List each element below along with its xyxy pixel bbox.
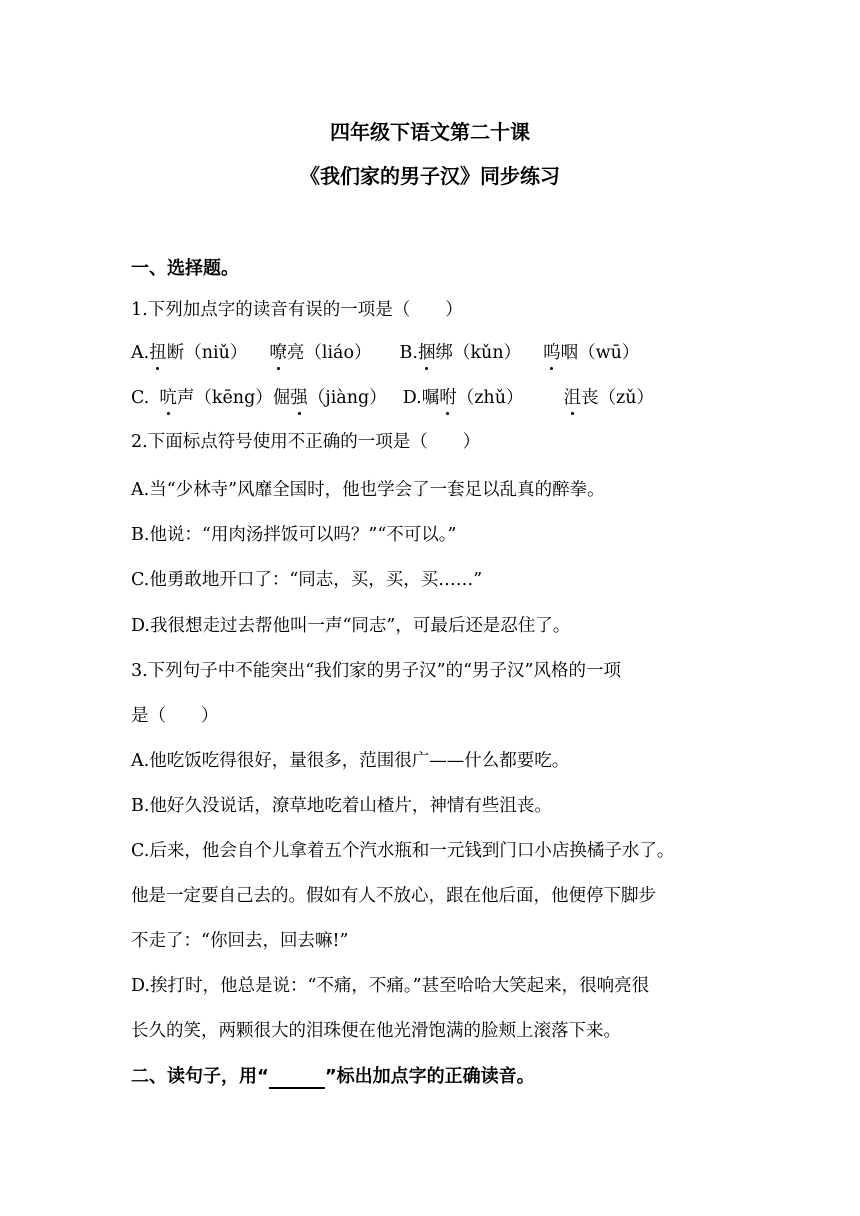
answer-underline-blank — [269, 1066, 325, 1089]
q1-d1-text: （zhǔ） — [456, 388, 524, 408]
q1-a2-text: 亮（liáo） — [286, 343, 372, 363]
q1-a2-dotted-char: 嘹 — [269, 339, 287, 364]
q1-d2-text: 丧（zǔ） — [580, 388, 654, 408]
q1-c1-dotted-char: 吭 — [159, 384, 177, 409]
q3-option-d-line-2: 长久的笑，两颗很大的泪珠便在他光滑饱满的脸颊上滚落下来。 — [131, 1021, 621, 1041]
q3-option-d-line-1: D.挨打时，他总是说：“不痛，不痛。”甚至哈哈大笑起来，很响亮很 — [131, 976, 650, 996]
section-1-heading: 一、选择题。 — [131, 258, 239, 279]
q1-a1-text: 断（niǔ） — [166, 343, 248, 363]
page-subtitle: 《我们家的男子汉》同步练习 — [300, 164, 560, 188]
section-2-heading-end: ”标出加点字的正确读音。 — [324, 1066, 535, 1087]
q1-d1-dotted-char: 咐 — [439, 384, 457, 409]
q1-stem: 1.下列加点字的读音有误的一项是（ ） — [131, 300, 463, 320]
q3-option-c-line-2: 他是一定要自己去的。假如有人不放心，跟在他后面，他便停下脚步 — [131, 886, 656, 906]
q1-a1-dotted-char: 扭 — [149, 339, 167, 364]
q2-option-c: C.他勇敢地开口了：“同志，买，买，买……” — [131, 570, 483, 590]
q1-option-c-prefix: C. — [131, 388, 150, 408]
section-2-heading-start: 二、读句子，用“ — [131, 1066, 269, 1087]
q2-option-b: B.他说：“用肉汤拌饭可以吗？”“不可以。” — [131, 525, 457, 545]
q1-options-ab — [131, 339, 639, 364]
page-title: 四年级下语文第二十课 — [330, 120, 530, 144]
q1-option-b-prefix: B. — [399, 343, 418, 363]
q1-options-cd — [131, 384, 654, 409]
q3-option-c-line-3: 不走了：“你回去，回去嘛!” — [131, 931, 349, 951]
q1-b2-dotted-char: 呜 — [543, 339, 561, 364]
q1-option-a-prefix: A. — [131, 343, 150, 363]
q1-d1-char: 嘱 — [421, 388, 440, 408]
q3-option-b: B.他好久没说话，潦草地吃着山楂片，神情有些沮丧。 — [131, 796, 552, 816]
q1-b1-text: 绑（kǔn） — [435, 343, 522, 363]
q3-option-a: A.他吃饭吃得很好，量很多，范围很广——什么都要吃。 — [131, 751, 570, 771]
q1-c2-dotted-char: 强 — [290, 384, 308, 409]
q2-option-d: D.我很想走过去帮他叫一声“同志”，可最后还是忍住了。 — [131, 616, 571, 636]
q2-option-a: A.当“少林寺”风靡全国时，他也学会了一套足以乱真的醉拳。 — [131, 480, 605, 500]
q1-b2-text: 咽（wū） — [560, 343, 640, 363]
section-2-heading — [131, 1062, 535, 1089]
q1-c2-char: 倔 — [272, 388, 291, 408]
q3-stem-line-2: 是（ ） — [131, 706, 219, 726]
q3-option-c-line-1: C.后来，他会自个儿拿着五个汽水瓶和一元钱到门口小店换橘子水了。 — [131, 841, 675, 861]
q1-d2-dotted-char: 沮 — [563, 384, 581, 409]
q1-c1-text: 声（kēng） — [176, 388, 273, 408]
q1-option-d-prefix: D. — [402, 388, 422, 408]
q1-c2-text: （jiàng） — [307, 388, 387, 408]
q2-stem: 2.下面标点符号使用不正确的一项是（ ） — [131, 432, 481, 452]
q1-b1-dotted-char: 捆 — [418, 339, 436, 364]
q3-stem-line-1: 3.下列句子中不能突出“我们家的男子汉”的“男子汉”风格的一项 — [131, 661, 621, 681]
